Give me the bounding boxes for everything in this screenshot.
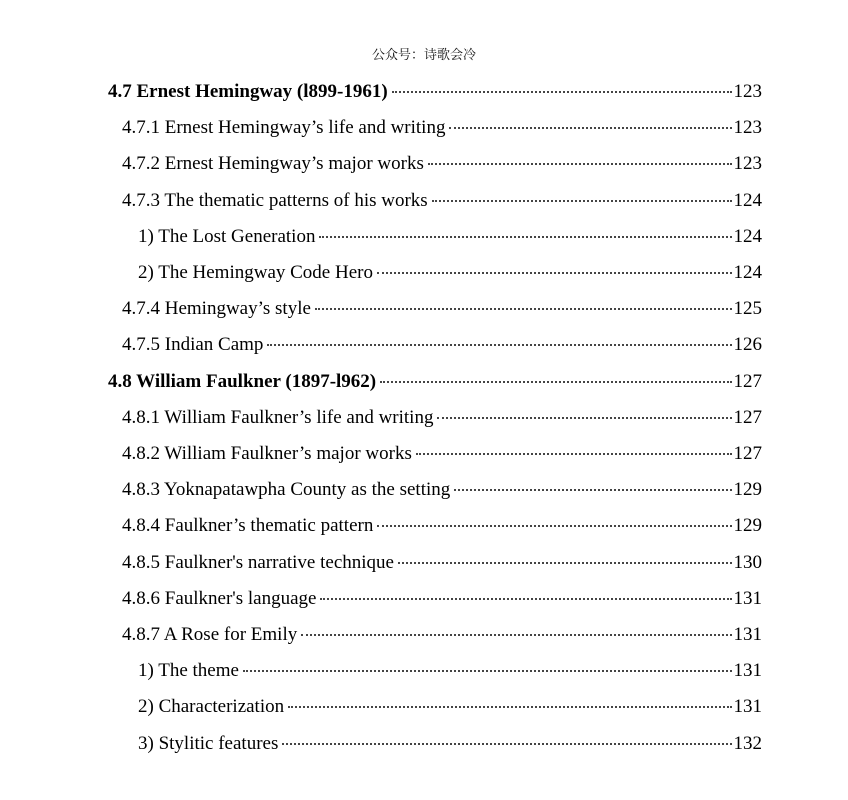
toc-entry-page: 127 [733, 443, 762, 464]
toc-entry[interactable] [138, 732, 762, 756]
toc-entry[interactable] [122, 189, 762, 213]
toc-entry-title: 4.8.7 A Rose for Emily [122, 624, 298, 645]
toc-entry-page: 123 [733, 117, 762, 139]
toc-entry-title: 1) The theme [138, 660, 239, 682]
dot-leader [437, 417, 731, 419]
toc-entry-title: 1) The Lost Generation [138, 225, 316, 247]
toc-entry-page: 124 [733, 189, 762, 211]
toc-entry-page: 126 [733, 334, 762, 356]
toc-entry[interactable] [108, 370, 762, 394]
dot-leader [319, 236, 731, 238]
toc-entry-title: 4.7.3 The thematic patterns of his works [122, 189, 428, 211]
dot-leader [428, 163, 732, 165]
toc-entry[interactable] [122, 587, 762, 611]
toc-entry[interactable] [138, 225, 762, 249]
toc-entry-page: 131 [733, 696, 762, 718]
dot-leader [282, 743, 731, 745]
toc-entry[interactable] [122, 514, 762, 538]
dot-leader [380, 381, 731, 383]
toc-entry[interactable] [138, 695, 762, 719]
dot-leader [267, 344, 731, 346]
dot-leader [320, 598, 731, 600]
toc-entry[interactable] [138, 659, 762, 683]
toc-entry-page: 129 [733, 515, 762, 537]
toc-entry-page: 132 [733, 732, 762, 754]
toc-entry-page: 127 [733, 406, 762, 428]
toc-entry[interactable] [122, 442, 762, 466]
toc-entry[interactable] [122, 551, 762, 575]
toc-entry-page: 124 [733, 225, 762, 247]
dot-leader [454, 489, 731, 491]
dot-leader [315, 308, 732, 310]
toc-entry-title: 4.8.1 William Faulkner’s life and writing [122, 406, 434, 428]
toc-entry-page: 131 [733, 624, 762, 645]
toc-entry[interactable] [122, 297, 762, 321]
toc-entry-title: 4.8.2 William Faulkner’s major works [122, 443, 412, 464]
toc-entry[interactable] [122, 623, 762, 647]
toc-entry[interactable] [122, 152, 762, 176]
toc-entry-page: 129 [733, 479, 762, 501]
toc-entry[interactable] [138, 261, 762, 285]
dot-leader [377, 272, 732, 274]
toc-entry-title: 4.8.5 Faulkner's narrative technique [122, 551, 394, 573]
toc-entry-page: 127 [733, 370, 762, 392]
toc-entry-page: 130 [733, 551, 762, 573]
toc-entry-page: 125 [733, 298, 762, 320]
toc-entry-page: 131 [733, 660, 762, 682]
toc-entry-title: 4.8.6 Faulkner's language [122, 587, 317, 609]
dot-leader [432, 200, 732, 202]
toc-entry-page: 123 [733, 81, 762, 102]
toc-entry-page: 124 [733, 262, 762, 283]
dot-leader [398, 562, 732, 564]
toc-entry-title: 4.8.4 Faulkner’s thematic pattern [122, 515, 374, 537]
toc-entry[interactable] [122, 116, 762, 140]
dot-leader [449, 127, 731, 129]
dot-leader [392, 91, 732, 93]
toc-entry-title: 4.7.4 Hemingway’s style [122, 298, 311, 320]
toc-entry[interactable] [122, 333, 762, 357]
page-header: 公众号：诗歌会冷 [371, 48, 476, 63]
toc-entry[interactable] [108, 80, 762, 104]
toc-entry[interactable] [122, 478, 762, 502]
dot-leader [288, 706, 731, 708]
toc-entry-title: 4.7.1 Ernest Hemingway’s life and writing [122, 117, 446, 139]
toc-entry-page: 123 [733, 153, 762, 175]
dot-leader [243, 670, 732, 672]
toc-entry-title: 2) The Hemingway Code Hero [138, 262, 373, 283]
dot-leader [416, 453, 732, 455]
toc-entry-title: 4.7 Ernest Hemingway (l899-1961) [108, 81, 388, 102]
toc-entry-title: 4.8 William Faulkner (1897-l962) [108, 370, 377, 392]
toc-entry-title: 4.7.2 Ernest Hemingway’s major works [122, 153, 424, 175]
toc-entry-page: 131 [733, 587, 762, 609]
toc-entry-title: 4.7.5 Indian Camp [122, 334, 264, 356]
dot-leader [301, 634, 731, 636]
toc-entry-title: 2) Characterization [138, 696, 285, 718]
toc-entry-title: 3) Stylitic features [138, 732, 279, 754]
dot-leader [377, 525, 731, 527]
toc-entry[interactable] [122, 406, 762, 430]
toc-entry-title: 4.8.3 Yoknapatawpha County as the setting [122, 479, 451, 501]
